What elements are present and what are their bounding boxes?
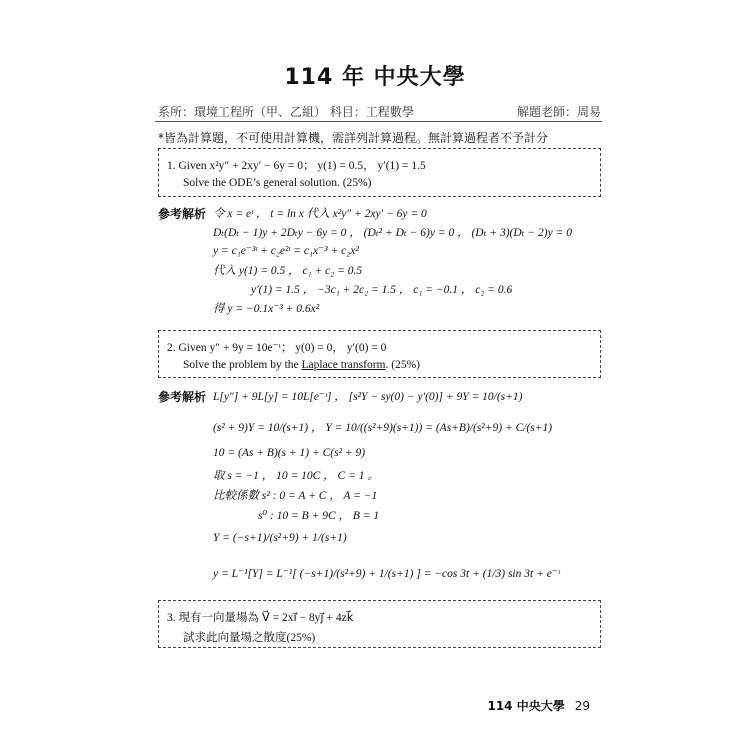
question-3-box <box>158 600 601 648</box>
solution-1-step: y′(1) = 1.5 ， −3c₁ + 2c₂ = 1.5 ， c₁ = −0.1 ， c₂ = 0.6 <box>251 284 513 296</box>
page-title: 114 年 中央大學 <box>284 65 466 90</box>
solution-2-step: Y = (−s+1)/(s²+9) + 1/(s+1) <box>213 532 347 544</box>
question-2-task-prefix: Solve the problem by the <box>183 359 302 371</box>
solution-2-step: s⁰ : 10 = B + 9C ， B = 1 <box>258 510 380 522</box>
question-2-statement: 2. Given y″ + 9y = 10e⁻ᵗ； y(0) = 0， y′(0) = 0 <box>167 342 387 354</box>
solution-2-step: 比較係數 s² : 0 = A + C ， A = −1 <box>213 490 378 502</box>
question-2-task-suffix: . (25%) <box>385 359 420 371</box>
header-divider <box>155 121 602 122</box>
solution-1-step: 得 y = −0.1x⁻³ + 0.6x² <box>213 303 320 315</box>
question-2-box <box>158 330 601 378</box>
laplace-transform-term: Laplace transform <box>301 359 386 371</box>
solution-1-step: 代入 y(1) = 0.5 ， c₁ + c₂ = 0.5 <box>213 265 363 277</box>
solution-2-step: 取 s = −1 ， 10 = 10C ， C = 1 。 <box>213 470 379 482</box>
solution-2-step: 10 = (As + B)(s + 1) + C(s² + 9) <box>213 447 366 459</box>
question-1-task: Solve the ODE’s general solution. (25%) <box>183 177 372 189</box>
solution-1-step: Dₜ(Dₜ − 1)y + 2Dₜy − 6y = 0 ， (Dₜ² + Dₜ − 6)y = 0 ， (Dₜ + 3)(Dₜ − 2)y = 0 <box>213 227 572 239</box>
teacher-name: 解題老師：周易 <box>516 105 601 119</box>
solution-2-label: 參考解析 <box>158 390 207 404</box>
page-footer <box>487 697 590 714</box>
page-number: 29 <box>574 699 590 713</box>
solution-2-step: (s² + 9)Y = 10/(s+1) ， Y = 10/((s²+9)(s+1)) = (As+B)/(s²+9) + C/(s+1) <box>213 422 553 434</box>
solution-1-step: 令 x = eᵗ ， t = ln x 代入 x²y″ + 2xy′ − 6y = 0 <box>213 208 427 220</box>
solution-1-label: 參考解析 <box>158 207 207 221</box>
question-1-box <box>158 148 601 197</box>
solution-2-step: L[y″] + 9L[y] = 10L[e⁻ᵗ] ， [s²Y − sy(0) − y′(0)] + 9Y = 10/(s+1) <box>213 391 523 403</box>
question-1-statement: 1. Given x²y″ + 2xy′ − 6y = 0； y(1) = 0.5， y′(1) = 1.5 <box>167 160 426 172</box>
question-3-task: 試求此向量場之散度(25%) <box>183 632 316 644</box>
solution-1-step: y = c₁e⁻³ᵗ + c₂e²ᵗ = c₁x⁻³ + c₂x² <box>213 245 359 257</box>
question-3-statement: 3. 現有一向量場為 V⃗ = 2xi⃗ − 8yj⃗ + 4zk⃗ <box>167 612 354 624</box>
question-2-task <box>183 359 420 371</box>
footer-label: 114 中央大學 <box>487 699 565 713</box>
exam-notice: *皆為計算題，不可使用計算機，需詳列計算過程。無計算過程者不予計分 <box>158 131 549 145</box>
department-subject: 系所：環境工程所（甲、乙組） 科目：工程數學 <box>158 105 414 119</box>
solution-2-step: y = L⁻¹[Y] = L⁻¹[ (−s+1)/(s²+9) + 1/(s+1) ] = −cos 3t + (1/3) sin 3t + e⁻ᵗ <box>213 568 560 580</box>
